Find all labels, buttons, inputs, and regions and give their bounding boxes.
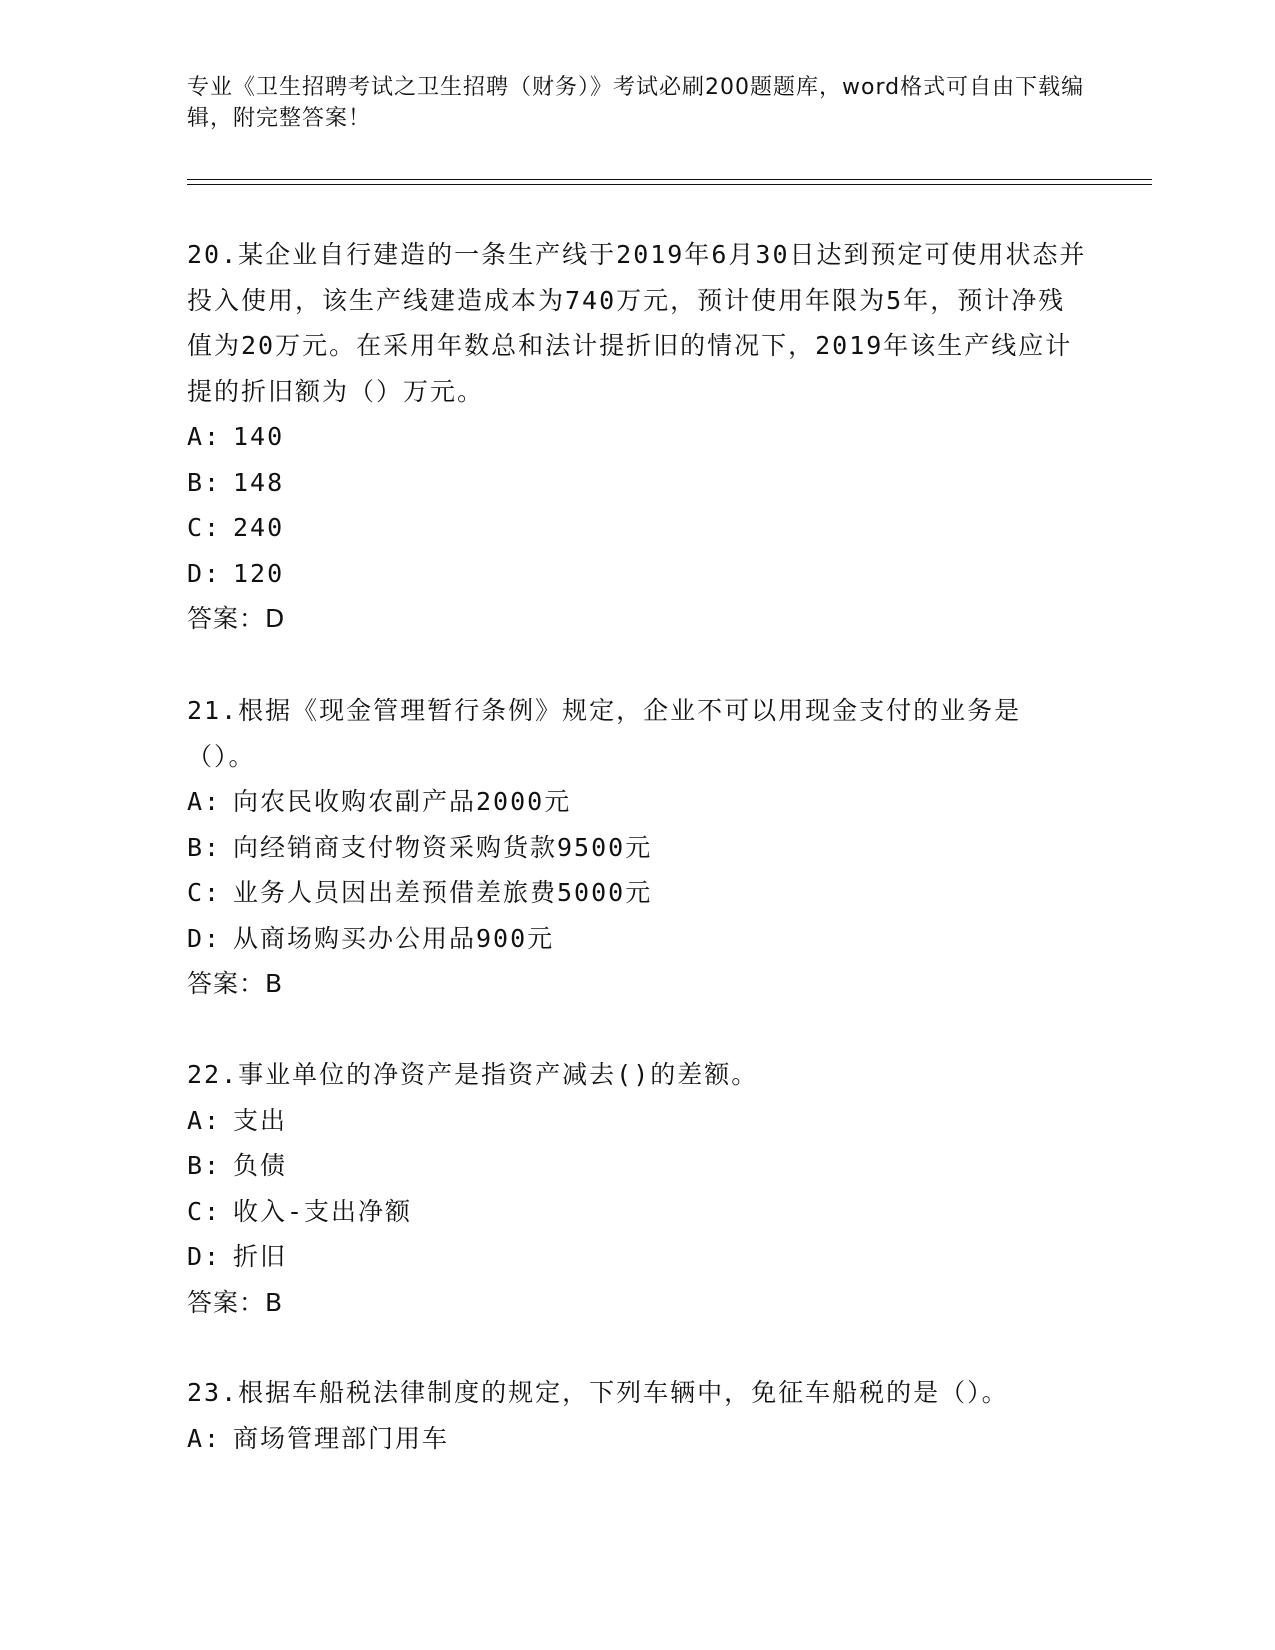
header-rule-top <box>187 179 1152 180</box>
question-21 <box>187 688 1087 1007</box>
option-key: D: <box>187 1242 222 1271</box>
option-text: 支出 <box>233 1105 288 1135</box>
option-b <box>187 1143 1087 1189</box>
option-text: 从商场购买办公用品900元 <box>233 923 555 953</box>
option-key: C: <box>187 513 222 542</box>
question-22 <box>187 1052 1087 1325</box>
header-rule-bottom <box>187 184 1152 185</box>
option-key: C: <box>187 878 222 907</box>
option-text: 商场管理部门用车 <box>233 1423 450 1453</box>
option-text: 收入-支出净额 <box>233 1196 413 1226</box>
answer-line: 答案：B <box>187 969 284 998</box>
option-b <box>187 460 1087 506</box>
question-23 <box>187 1370 1087 1461</box>
option-text: 业务人员因出差预借差旅费5000元 <box>233 878 653 907</box>
option-d <box>187 1234 1087 1280</box>
option-c <box>187 870 1087 916</box>
option-key: B: <box>187 832 222 862</box>
option-a <box>187 1416 1087 1462</box>
option-text: 折旧 <box>233 1242 288 1271</box>
answer-line: 答案：D <box>187 604 286 633</box>
question-20 <box>187 232 1087 642</box>
option-text: 148 <box>233 467 285 497</box>
document-header: 专业《卫生招聘考试之卫生招聘（财务）》考试必刷200题题库，word格式可自由下载编辑，附完整答案！ <box>187 75 1085 131</box>
option-text: 向经销商支付物资采购货款9500元 <box>233 832 653 862</box>
option-b <box>187 825 1087 871</box>
option-key: B: <box>187 1151 222 1180</box>
answer-line: 答案：B <box>187 1287 284 1317</box>
option-a <box>187 414 1087 460</box>
option-key: A: <box>187 1105 222 1135</box>
option-key: B: <box>187 467 222 497</box>
option-text: 240 <box>233 513 285 542</box>
question-stem: 21.根据《现金管理暂行条例》规定，企业不可以用现金支付的业务是（）。 <box>187 696 1022 771</box>
option-text: 140 <box>233 422 285 451</box>
option-text: 向农民收购农副产品2000元 <box>233 787 572 816</box>
option-key: A: <box>187 787 222 816</box>
option-d <box>187 916 1087 962</box>
option-key: D: <box>187 923 222 953</box>
option-key: D: <box>187 558 222 588</box>
option-key: A: <box>187 422 222 451</box>
option-c <box>187 1189 1087 1235</box>
option-c <box>187 505 1087 551</box>
question-stem: 20.某企业自行建造的一条生产线于2019年6月30日达到预定可使用状态并投入使用，该生产线建造成本为740万元，预计使用年限为5年，预计净残值为20万元。在采用年数总和法计提折旧的情况下，2019年该生产线应计提的折旧额为（）万元。 <box>187 240 1087 406</box>
option-d <box>187 551 1087 597</box>
option-key: A: <box>187 1423 222 1453</box>
question-stem: 22.事业单位的净资产是指资产减去()的差额。 <box>187 1060 759 1089</box>
option-key: C: <box>187 1196 222 1226</box>
option-a <box>187 1098 1087 1144</box>
option-text: 120 <box>233 558 285 588</box>
option-a <box>187 779 1087 825</box>
option-text: 负债 <box>233 1151 288 1180</box>
question-stem: 23.根据车船税法律制度的规定，下列车辆中，免征车船税的是（）。 <box>187 1378 1009 1407</box>
